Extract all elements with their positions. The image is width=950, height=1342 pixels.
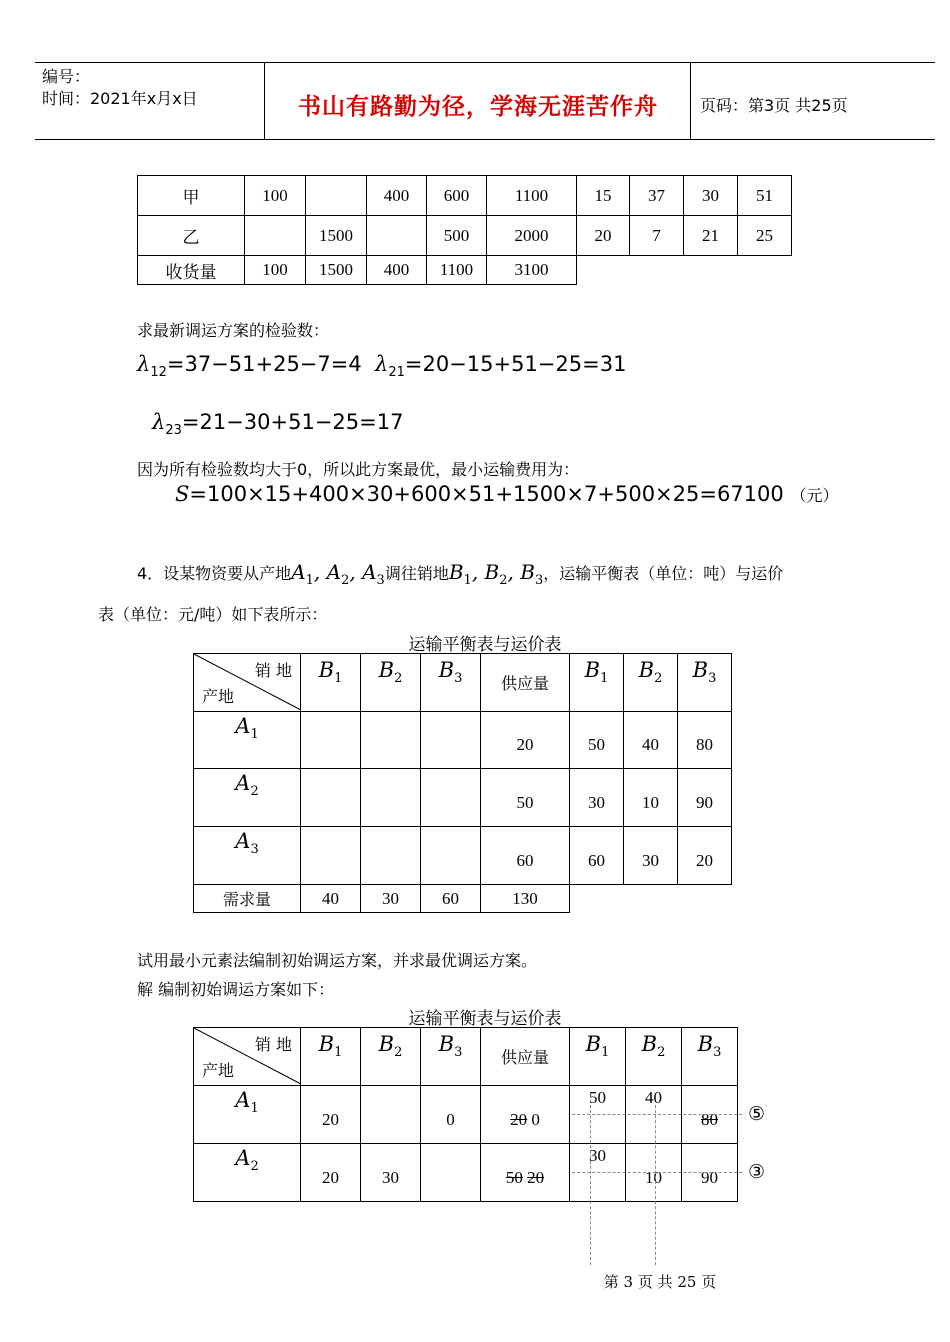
check-intro: 求最新调运方案的检验数：	[137, 321, 330, 340]
table-cell: 600	[427, 176, 487, 216]
table-cell: 100	[245, 176, 306, 216]
table-cell	[306, 176, 367, 216]
price-value: 90	[678, 769, 732, 827]
table-cell: 20	[577, 216, 630, 256]
supply-value: 20	[481, 712, 570, 769]
table-cell: 400	[367, 176, 427, 216]
col-b1: $B_1$	[301, 654, 361, 712]
col-b1: $B_1$	[301, 1028, 361, 1086]
table-cell: 51	[738, 176, 792, 216]
price-value: 90	[682, 1144, 738, 1202]
price-value: 10	[626, 1144, 682, 1202]
price-value: 30	[570, 769, 624, 827]
dashed-col-line	[655, 1105, 656, 1265]
price-col-b2: $B_2$	[624, 654, 678, 712]
cost-unit: （元）	[790, 486, 839, 505]
circled-mark: ③	[748, 1161, 766, 1183]
instruction-text: 试用最小元素法编制初始调运方案，并求最优调运方案。	[137, 951, 538, 970]
table-header-row	[194, 654, 732, 712]
table-cell	[245, 216, 306, 256]
dashed-row-line	[572, 1114, 742, 1115]
demand-label: 需求量	[194, 885, 301, 913]
row-a2: $A_2$	[194, 769, 301, 827]
price-col-b3: $B_3$	[678, 654, 732, 712]
table-row	[194, 712, 732, 769]
destinations-symbols: $B_1$, $B_2$, $B_3$	[448, 560, 544, 588]
equation-lambda-23	[152, 410, 403, 438]
table-row	[194, 827, 732, 885]
price-value: 40	[624, 712, 678, 769]
row-a2: $A_2$	[194, 1144, 301, 1202]
table-cell: 15	[577, 176, 630, 216]
header-origin-label: 产地	[202, 687, 235, 706]
table-cell: 1100	[427, 256, 487, 285]
table-plan-1	[137, 175, 792, 285]
diagonal-header-cell	[194, 1028, 301, 1086]
header-page-label: 页码：第3页 共25页	[700, 96, 848, 115]
table-cell: 1500	[306, 256, 367, 285]
problem-4-line2: 表（单位：元/吨）如下表所示：	[98, 605, 328, 624]
table-cell: 500	[427, 216, 487, 256]
col-b2: $B_2$	[361, 1028, 421, 1086]
equation-text: $\lambda_{21}=20-15+51-25=31$	[375, 352, 627, 381]
col-b2: $B_2$	[361, 654, 421, 712]
supply-value: 60	[481, 827, 570, 885]
dashed-col-line	[590, 1105, 591, 1265]
supply-remaining: 0	[531, 1109, 540, 1129]
problem-4-text-c: ，运输平衡表（单位：吨）与运价	[543, 564, 784, 583]
demand-value: 30	[361, 885, 421, 913]
table-2-caption: 运输平衡表与运价表	[408, 635, 562, 655]
row-a3: $A_3$	[194, 827, 301, 885]
equation-text: $\lambda_{12}=37-51+25-7=4$	[137, 352, 362, 381]
supply-value	[481, 1086, 570, 1144]
col-b3: $B_3$	[421, 1028, 481, 1086]
table-cell: 1500	[306, 216, 367, 256]
demand-value: 60	[421, 885, 481, 913]
price-col-b3: $B_3$	[682, 1028, 738, 1086]
demand-value: 40	[301, 885, 361, 913]
problem-4-text-a: 4．设某物资要从产地	[137, 564, 292, 583]
table-row	[194, 769, 732, 827]
table-cell: 甲	[138, 176, 245, 216]
allocation-value	[361, 1086, 421, 1144]
table-row	[194, 885, 732, 913]
allocation-value: 20	[301, 1086, 361, 1144]
header-motto: 书山有路勤为径，学海无涯苦作舟	[298, 94, 658, 120]
header-info	[42, 66, 198, 110]
equation-lambda-12	[137, 352, 362, 380]
price-value: 30	[624, 827, 678, 885]
cost-equation	[175, 482, 838, 506]
table-cell	[367, 216, 427, 256]
equation-text: $\lambda_{23}=21-30+51-25=17$	[152, 410, 404, 439]
table-row	[138, 256, 792, 285]
price-col-b1: $B_1$	[570, 654, 624, 712]
table-cell: 3100	[487, 256, 577, 285]
table-header-row	[194, 1028, 738, 1086]
table-cell: 乙	[138, 216, 245, 256]
header-origin-label: 产地	[202, 1061, 235, 1080]
supply-struck: 50	[505, 1167, 523, 1187]
table-balance-price	[193, 653, 732, 913]
table-cell: 30	[684, 176, 738, 216]
header-dest-label: 销 地	[254, 1035, 292, 1054]
supply-struck: 20	[510, 1109, 528, 1129]
equation-text: S=100×15+400×30+600×51+1500×7+500×25=67100	[175, 482, 784, 506]
equation-lambda-21	[375, 352, 626, 380]
table-row	[138, 176, 792, 216]
price-value: 50	[570, 1086, 626, 1144]
table-3-caption: 运输平衡表与运价表	[408, 1009, 562, 1029]
demand-total: 130	[481, 885, 570, 913]
price-value: 10	[624, 769, 678, 827]
dashed-row-line	[572, 1172, 742, 1173]
doc-number-label: 编号：	[42, 67, 91, 86]
circled-mark: ⑤	[748, 1103, 766, 1125]
problem-4-text-b: 调往销地	[384, 564, 449, 583]
doc-time-label: 时间：2021年x月x日	[42, 89, 198, 108]
table-cell: 7	[630, 216, 684, 256]
solution-text: 解 编制初始调运方案如下：	[137, 980, 335, 999]
price-col-b1: $B_1$	[570, 1028, 626, 1086]
conclusion-text: 因为所有检验数均大于0，所以此方案最优，最小运输费用为：	[137, 460, 580, 479]
table-cell: 收货量	[138, 256, 245, 285]
table-cell: 2000	[487, 216, 577, 256]
header-dest-label: 销 地	[254, 661, 292, 680]
price-value: 30	[570, 1144, 626, 1202]
page-footer: 第 3 页 共 25 页	[603, 1273, 717, 1291]
table-cell: 1100	[487, 176, 577, 216]
table-cell: 37	[630, 176, 684, 216]
table-cell: 400	[367, 256, 427, 285]
table-cell: 25	[738, 216, 792, 256]
price-value: 20	[678, 827, 732, 885]
supply-value	[481, 1144, 570, 1202]
price-value: 60	[570, 827, 624, 885]
table-row	[138, 216, 792, 256]
table-cell: 21	[684, 216, 738, 256]
allocation-value: 0	[421, 1086, 481, 1144]
diagonal-header-cell	[194, 654, 301, 712]
price-struck: 80	[701, 1109, 718, 1129]
supply-header: 供应量	[481, 654, 570, 712]
col-b3: $B_3$	[421, 654, 481, 712]
table-cell: 100	[245, 256, 306, 285]
price-value: 40	[626, 1086, 682, 1144]
allocation-value: 20	[301, 1144, 361, 1202]
allocation-value	[421, 1144, 481, 1202]
allocation-value: 30	[361, 1144, 421, 1202]
price-value: 50	[570, 712, 624, 769]
problem-4-line1	[137, 560, 783, 588]
row-a1: $A_1$	[194, 1086, 301, 1144]
price-value: 80	[678, 712, 732, 769]
row-a1: $A_1$	[194, 712, 301, 769]
supply-remaining: 20	[527, 1167, 545, 1187]
price-col-b2: $B_2$	[626, 1028, 682, 1086]
supply-header: 供应量	[481, 1028, 570, 1086]
origins-symbols: $A_1$, $A_2$, $A_3$	[291, 560, 385, 588]
supply-value: 50	[481, 769, 570, 827]
